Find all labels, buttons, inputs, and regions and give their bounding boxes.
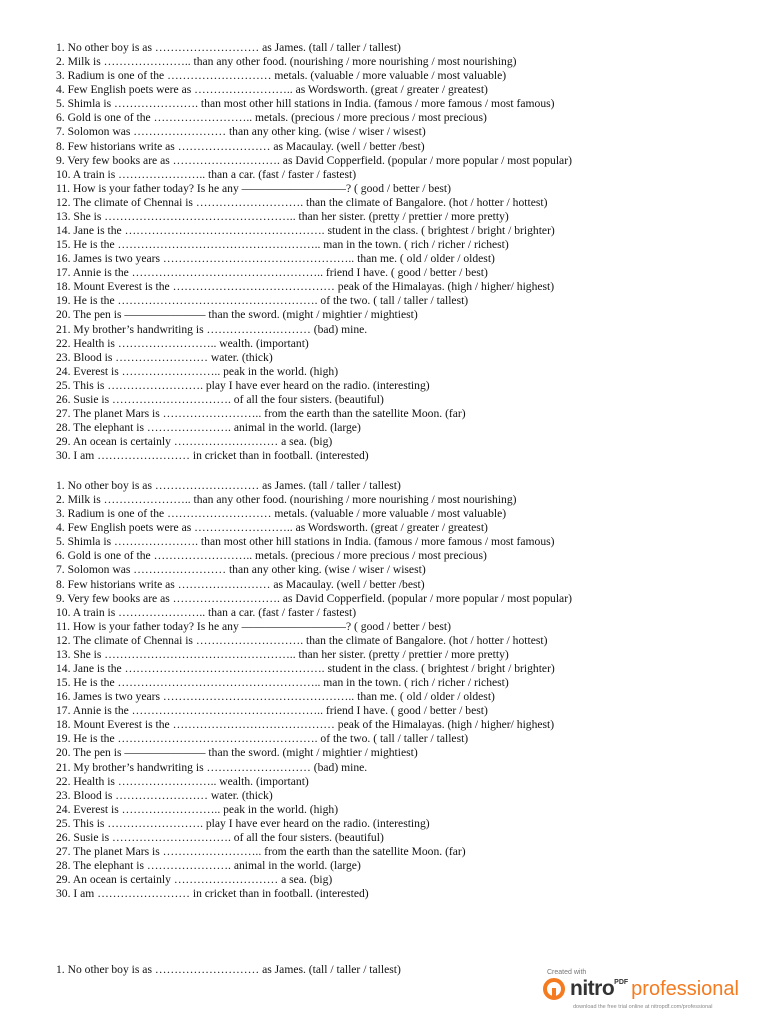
exercise-line: 1. No other boy is as ……………………… as James. (tall / taller / tallest) [56, 41, 401, 54]
exercise-line: 27. The planet Mars is …………………….. from the earth than the satellite Moon. (far) [56, 407, 466, 421]
exercise-line: 9. Very few books are as ………………………. as David Copperfield. (popular / more popular / most popular) [56, 591, 572, 605]
exercise-line: 10. A train is ………………….. than a car. (fast / faster / fastest) [56, 167, 357, 181]
exercise-line: 4. Few English poets were as …………………….. as Wordsworth. (great / greater / greatest) [56, 521, 488, 535]
nitro-logo-icon [543, 978, 565, 1000]
exercise-line: 2. Milk is ………………….. than any other food. (nourishing / more nourishing / most nourishing) [56, 493, 517, 507]
exercise-line: 12. The climate of Chennai is ………………………. than the climate of Bangalore. (hot / hotter / hottest) [56, 633, 548, 647]
exercise-line: 24. Everest is …………………….. peak in the world. (high) [56, 364, 339, 378]
exercise-line: 13. She is ………………………………………….. than her sister. (pretty / prettier / more pretty) [56, 209, 509, 223]
exercise-line: 16. James is two years ………………………………………….. than me. ( old / older / oldest) [56, 252, 495, 266]
exercise-line: 7. Solomon was …………………… than any other king. (wise / wiser / wisest) [56, 125, 426, 139]
exercise-line: 17. Annie is the ………………………………………….. friend I have. ( good / better / best) [56, 704, 488, 718]
exercise-line: 4. Few English poets were as …………………….. as Wordsworth. (great / greater / greatest) [56, 83, 488, 97]
exercise-line: 18. Mount Everest is the …………………………………… peak of the Himalayas. (high / higher/ highest) [56, 280, 555, 294]
exercise-line: 23. Blood is …………………… water. (thick) [56, 788, 273, 802]
exercise-line: 7. Solomon was …………………… than any other king. (wise / wiser / wisest) [56, 563, 426, 577]
nitro-logo [543, 977, 739, 1001]
nitro-pdf-watermark [543, 966, 763, 1022]
exercise-line: 11. How is your father today? Is he any —————————? ( good / better / best) [56, 181, 451, 195]
exercise-line: 26. Susie is …………………………. of all the four sisters. (beautiful) [56, 392, 384, 406]
exercise-line: 5. Shimla is …………………. than most other hill stations in India. (famous / more famous / most famous) [56, 97, 555, 111]
exercise-line: 14. Jane is the ……………………………………………. student in the class. ( brightest / bright / brighter) [56, 662, 555, 676]
exercise-line: 5. Shimla is …………………. than most other hill stations in India. (famous / more famous / most famous) [56, 535, 555, 549]
exercise-line: 24. Everest is …………………….. peak in the world. (high) [56, 802, 339, 816]
exercise-line: 28. The elephant is …………………. animal in the world. (large) [56, 859, 361, 873]
exercise-line: 6. Gold is one of the …………………….. metals. (precious / more precious / most precious) [56, 111, 487, 125]
exercise-line: 9. Very few books are as ………………………. as David Copperfield. (popular / more popular / most popular) [56, 153, 572, 167]
exercise-line: 23. Blood is …………………… water. (thick) [56, 350, 273, 364]
exercise-block-1 [56, 41, 756, 463]
exercise-line: 26. Susie is …………………………. of all the four sisters. (beautiful) [56, 830, 384, 844]
exercise-line: 8. Few historians write as …………………… as Macaulay. (well / better /best) [56, 139, 425, 153]
exercise-line: 25. This is ……………………. play I have ever heard on the radio. (interesting) [56, 378, 430, 392]
exercise-line: 8. Few historians write as …………………… as Macaulay. (well / better /best) [56, 577, 425, 591]
watermark-brand-sup: PDF [614, 978, 629, 986]
exercise-line: 15. He is the …………………………………………….. man in the town. ( rich / richer / richest) [56, 238, 509, 252]
exercise-line: 29. An ocean is certainly ……………………… a sea. (big) [56, 873, 333, 887]
exercise-line: 12. The climate of Chennai is ………………………. than the climate of Bangalore. (hot / hotter / hottest) [56, 195, 548, 209]
exercise-line: 3. Radium is one of the ……………………… metals. (valuable / more valuable / most valuable) [56, 69, 507, 83]
exercise-line: 18. Mount Everest is the …………………………………… peak of the Himalayas. (high / higher/ highest) [56, 718, 555, 732]
exercise-line: 16. James is two years ………………………………………….. than me. ( old / older / oldest) [56, 690, 495, 704]
exercise-line: 11. How is your father today? Is he any —————————? ( good / better / best) [56, 619, 451, 633]
exercise-line: 21. My brother’s handwriting is ……………………… (bad) mine. [56, 322, 368, 336]
exercise-line: 3. Radium is one of the ……………………… metals. (valuable / more valuable / most valuable) [56, 507, 507, 521]
exercise-line: 20. The pen is ——————— than the sword. (might / mightier / mightiest) [56, 308, 418, 322]
exercise-line: 1. No other boy is as ……………………… as James. (tall / taller / tallest) [56, 479, 401, 492]
exercise-block-2 [56, 479, 756, 901]
exercise-line: 19. He is the ……………………………………………. of the two. ( tall / taller / tallest) [56, 732, 469, 746]
watermark-created-with: Created with [547, 969, 587, 976]
watermark-tagline: download the free trial online at nitropdf.com/professional [573, 1004, 713, 1010]
exercise-line: 6. Gold is one of the …………………….. metals. (precious / more precious / most precious) [56, 549, 487, 563]
exercise-line: 1. No other boy is as ……………………… as James. (tall / taller / tallest) [56, 963, 401, 976]
exercise-line: 2. Milk is ………………….. than any other food. (nourishing / more nourishing / most nourishing) [56, 55, 517, 69]
exercise-line: 25. This is ……………………. play I have ever heard on the radio. (interesting) [56, 816, 430, 830]
exercise-line: 13. She is ………………………………………….. than her sister. (pretty / prettier / more pretty) [56, 647, 509, 661]
exercise-line: 27. The planet Mars is …………………….. from the earth than the satellite Moon. (far) [56, 845, 466, 859]
exercise-line: 30. I am …………………… in cricket than in football. (interested) [56, 887, 369, 901]
exercise-line: 28. The elephant is …………………. animal in the world. (large) [56, 421, 361, 435]
watermark-brand: nitro [570, 977, 615, 1000]
exercise-line: 17. Annie is the ………………………………………….. friend I have. ( good / better / best) [56, 266, 488, 280]
exercise-line: 20. The pen is ——————— than the sword. (might / mightier / mightiest) [56, 746, 418, 760]
exercise-line: 19. He is the ……………………………………………. of the two. ( tall / taller / tallest) [56, 294, 469, 308]
exercise-line: 14. Jane is the ……………………………………………. student in the class. ( brightest / bright / brighter) [56, 224, 555, 238]
exercise-line: 29. An ocean is certainly ……………………… a sea. (big) [56, 435, 333, 449]
exercise-line: 30. I am …………………… in cricket than in football. (interested) [56, 449, 369, 463]
exercise-line: 22. Health is …………………….. wealth. (important) [56, 336, 309, 350]
exercise-line: 15. He is the …………………………………………….. man in the town. ( rich / richer / richest) [56, 676, 509, 690]
exercise-line: 10. A train is ………………….. than a car. (fast / faster / fastest) [56, 605, 357, 619]
watermark-edition: professional [631, 977, 739, 1000]
exercise-line: 22. Health is …………………….. wealth. (important) [56, 774, 309, 788]
exercise-line: 21. My brother’s handwriting is ……………………… (bad) mine. [56, 760, 368, 774]
